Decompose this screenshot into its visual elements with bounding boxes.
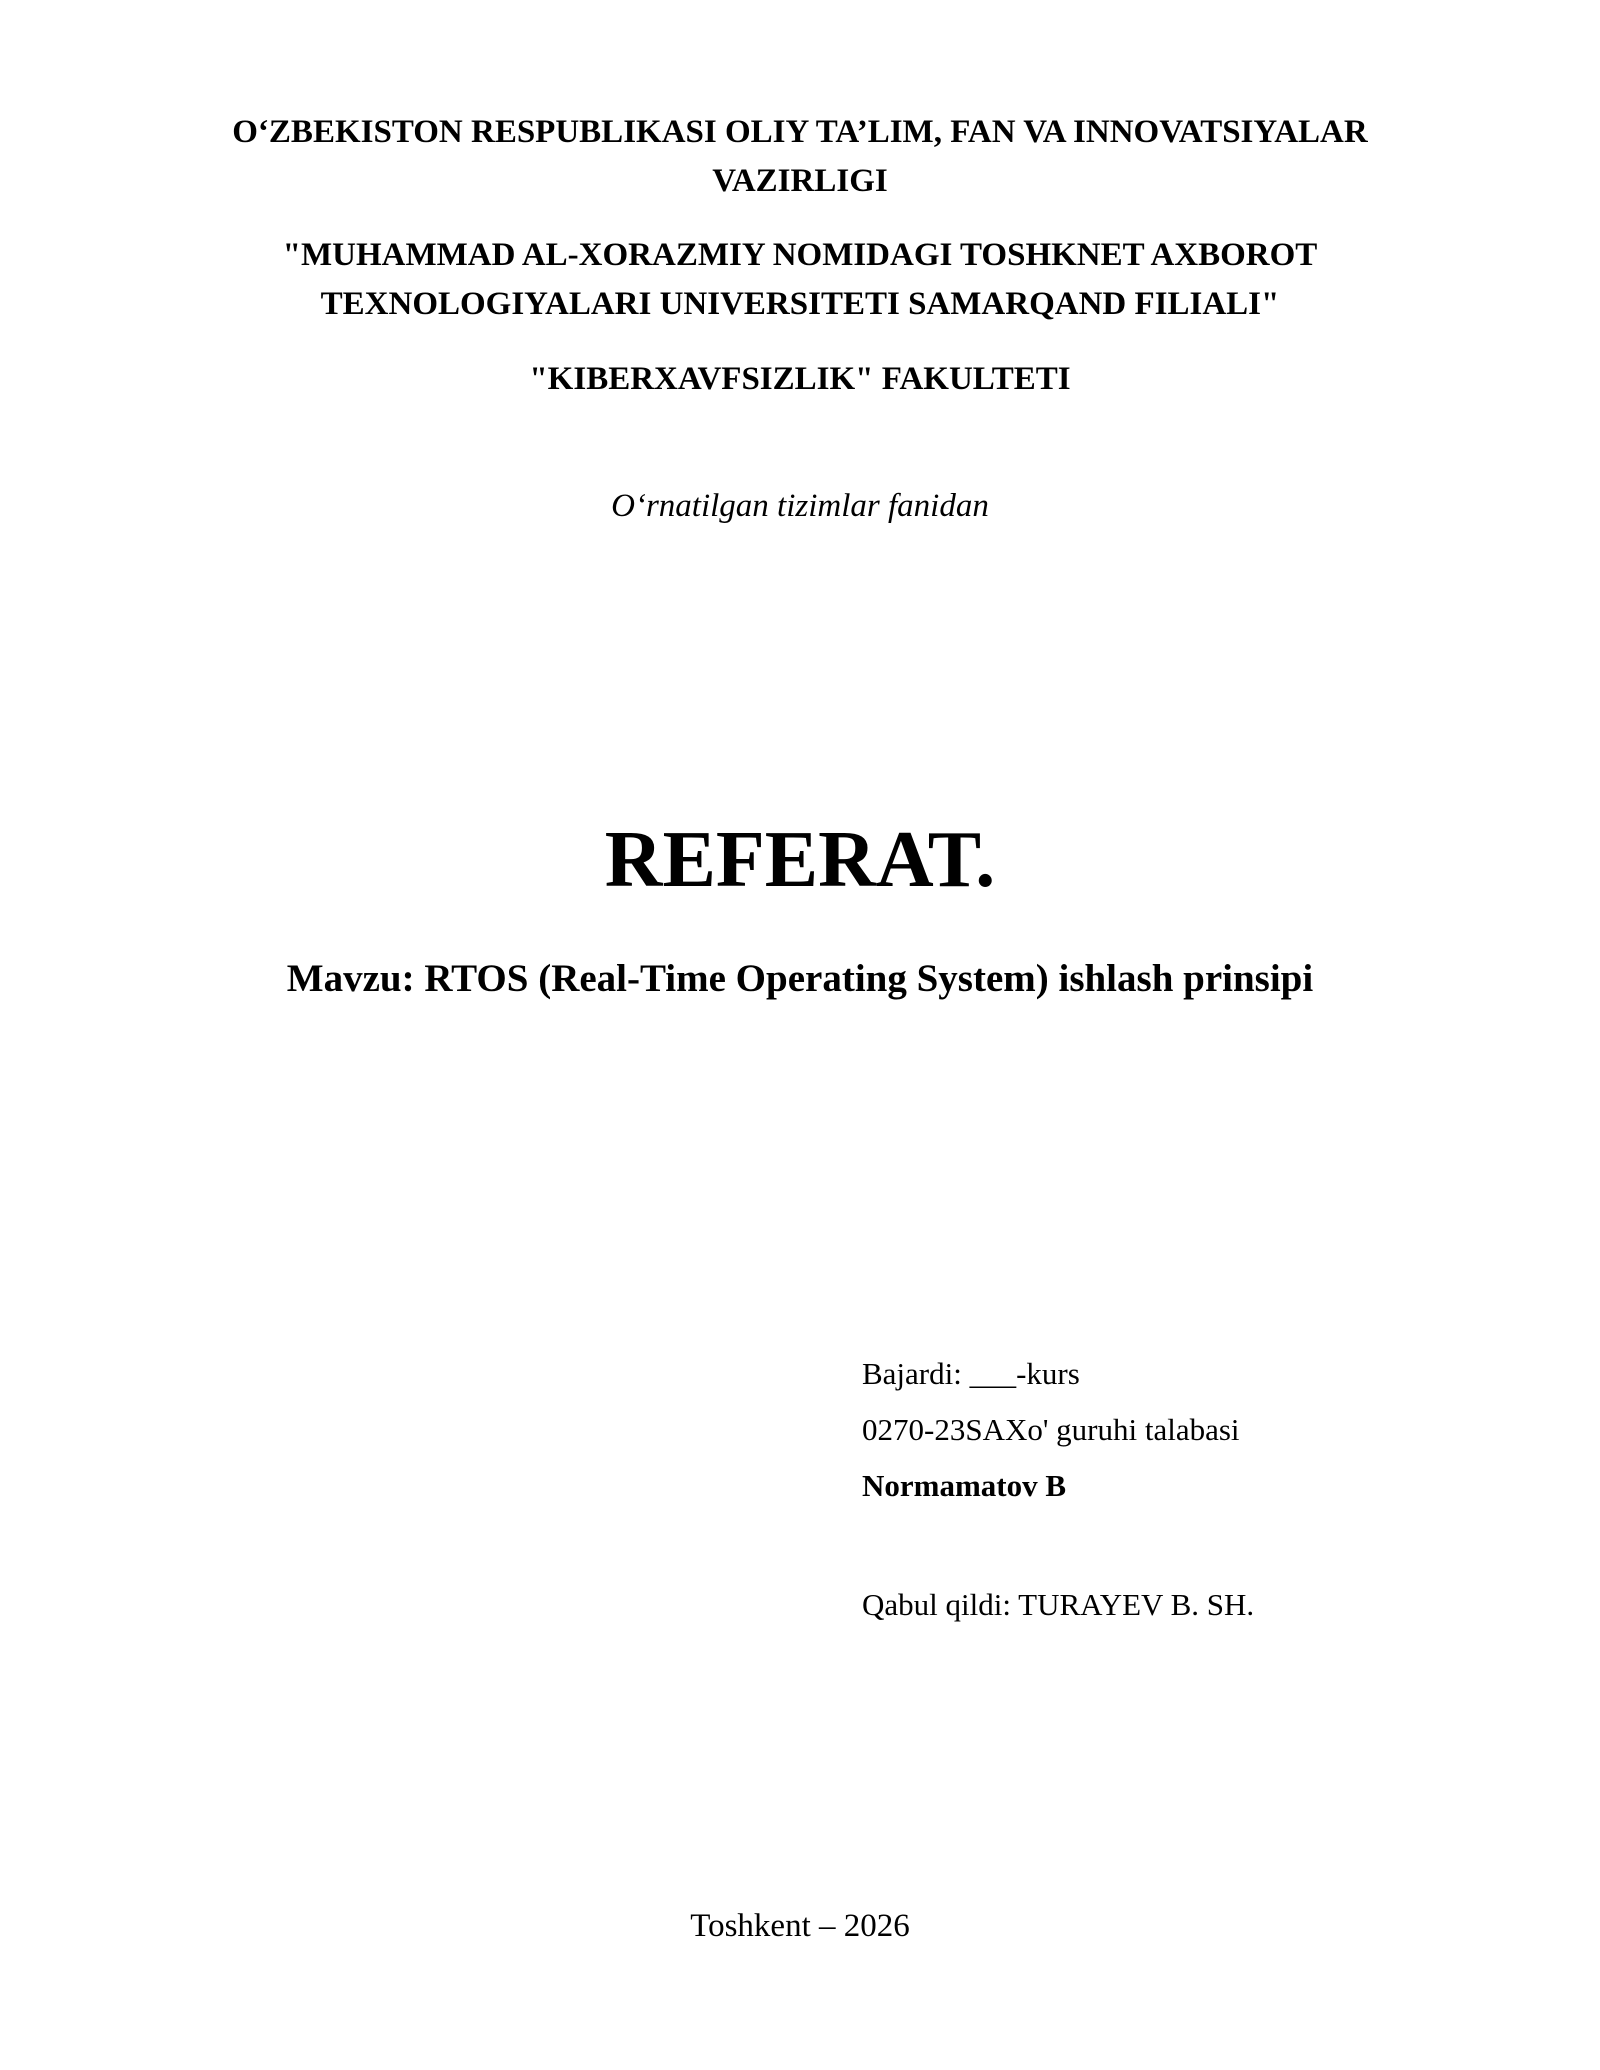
faculty-heading [140, 355, 1460, 404]
ministry-heading-line-2: VAZIRLIGI [712, 163, 888, 199]
performed-by-line: Bajardi: ___-kurs [862, 1356, 1080, 1391]
city-year-footer: Toshkent – 2026 [690, 1908, 910, 1944]
subject-line: O‘rnatilgan tizimlar fanidan [611, 488, 989, 524]
university-heading-line-1: "MUHAMMAD AL-XORAZMIY NOMIDAGI TOSHKNET AXBOROT [282, 237, 1318, 273]
document-type-title: REFERAT. [604, 816, 996, 904]
university-heading [140, 231, 1460, 329]
accepted-by-line: Qabul qildi: TURAYEV B. SH. [862, 1587, 1255, 1622]
student-name: Normamatov B [862, 1468, 1067, 1503]
faculty-heading-text: "KIBERXAVFSIZLIK" FAKULTETI [529, 361, 1071, 397]
topic-line: Mavzu: RTOS (Real-Time Operating System) ishlash prinsipi [286, 957, 1314, 1000]
university-heading-line-2: TEXNOLOGIYALARI UNIVERSITETI SAMARQAND FILIALI" [320, 286, 1280, 322]
ministry-heading [140, 108, 1460, 206]
group-line: 0270-23SAXo' guruhi talabasi [862, 1412, 1240, 1447]
ministry-heading-line-1: O‘ZBEKISTON RESPUBLIKASI OLIY TA’LIM, FAN VA INNOVATSIYALAR [232, 114, 1368, 150]
